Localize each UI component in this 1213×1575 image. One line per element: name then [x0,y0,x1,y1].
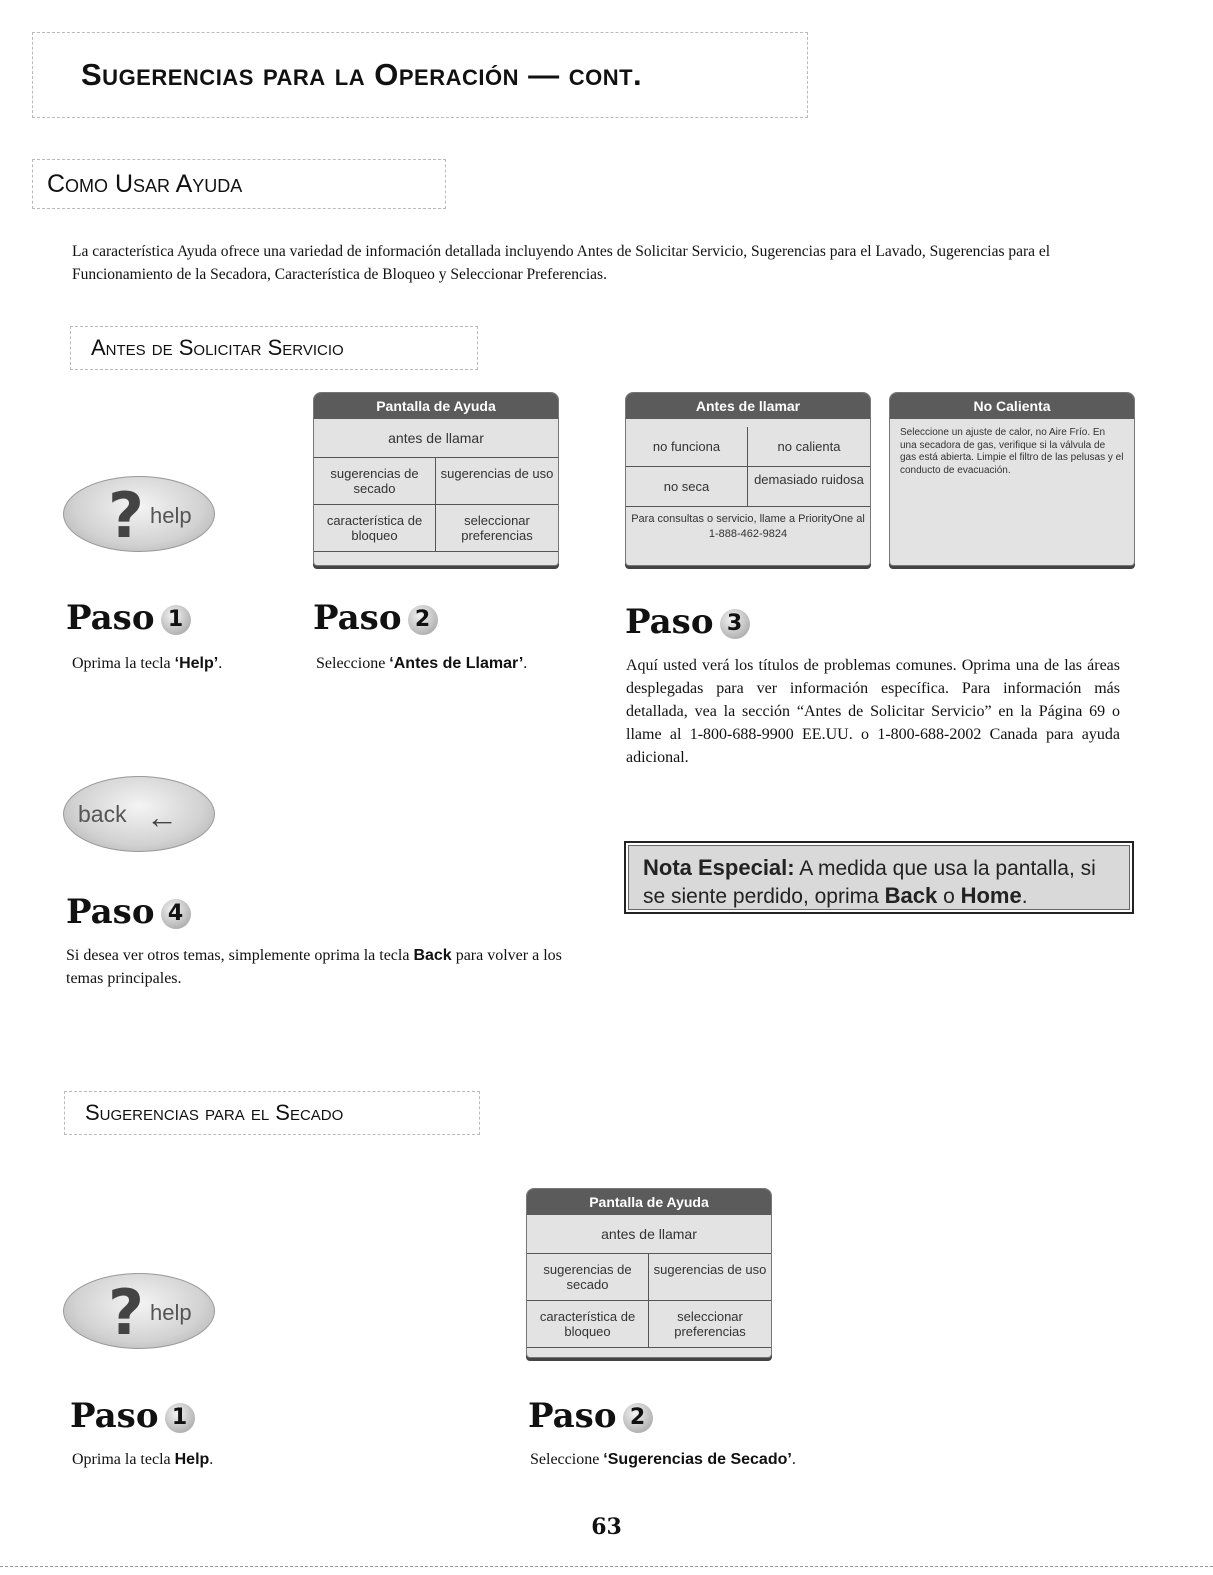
screen-option-sugerencias-secado[interactable]: sugerencias de secado [527,1254,649,1301]
step-number-icon: 1 [161,605,191,635]
drying-step-2-heading: Paso 2 [528,1396,653,1436]
help-key[interactable] [63,1273,215,1349]
step-number-icon: 2 [623,1403,653,1433]
step-number-icon: 1 [165,1403,195,1433]
screen-option-sugerencias-secado[interactable]: sugerencias de secado [314,458,436,505]
special-note-text: Nota Especial: A medida que usa la pantalla, si se siente perdido, oprima Back o Home. [628,845,1130,910]
help-screen [526,1188,772,1358]
screen-option-bloqueo[interactable]: característica de bloqueo [527,1301,649,1348]
step-number-icon: 4 [161,899,191,929]
help-key-label: help [150,1300,192,1325]
screen-option-demasiado-ruidosa[interactable]: demasiado ruidosa [748,467,870,507]
screen-option-no-funciona[interactable]: no funciona [626,427,748,467]
question-mark-icon: ? [108,1276,144,1349]
step-4-text: Si desea ver otros temas, simplemente oprima la tecla Back para volver a los temas principales. [66,947,562,987]
step-2-text: Seleccione ‘Antes de Llamar’. [316,655,528,672]
screen-option-bloqueo[interactable]: característica de bloqueo [314,505,436,552]
screen-option-antes-de-llamar[interactable]: antes de llamar [527,1215,771,1254]
drying-step-1-heading: Paso 1 [70,1396,195,1436]
screen-option-no-calienta[interactable]: no calienta [748,427,870,467]
step-number-icon: 3 [720,609,750,639]
arrow-left-icon: ← [146,799,178,835]
page-title-box [32,32,808,118]
step-3-text: Aquí usted verá los títulos de problemas comunes. Oprima una de las áreas desplegadas para ver información específica. Para información más detallada, vea la sección “Antes de Solicitar Servicio” en la Página 69 o llame al 1-800-688-9900 EE.UU. o 1-800-688-2002 Canada para ayuda adicional. [626,657,1120,766]
section-title-box [32,159,446,209]
screen-option-preferencias[interactable]: seleccionar preferencias [436,505,558,552]
help-key-label: help [150,503,192,528]
screen-option-preferencias[interactable]: seleccionar preferencias [649,1301,771,1348]
subsection-title: Sugerencias para el Secado [85,1100,344,1125]
step-3-heading: Paso 3 [625,602,750,642]
screen-option-antes-de-llamar[interactable]: antes de llamar [314,419,558,458]
step-2-heading: Paso 2 [313,598,438,638]
screen-option-sugerencias-uso[interactable]: sugerencias de uso [436,458,558,505]
page-number: 63 [591,1514,622,1540]
screen-header: Antes de llamar [626,393,870,419]
subsection-title-box [70,326,478,370]
bottom-divider [0,1566,1213,1567]
screen-option-sugerencias-uso[interactable]: sugerencias de uso [649,1254,771,1301]
subsection-title: Antes de Solicitar Servicio [91,335,344,360]
help-screen [313,392,559,566]
back-key-label: back [78,801,127,827]
screen-header: No Calienta [890,393,1134,419]
no-heat-screen [889,392,1135,566]
step-4-heading: Paso 4 [66,892,191,932]
screen-message: Seleccione un ajuste de calor, no Aire Frío. En una secadora de gas, verifique si la válvula de gas está abierta. Limpie el filtro de las pelusas y el conducto de evacuación. [900,427,1124,476]
step-1-heading: Paso 1 [66,598,191,638]
special-note-box [624,841,1134,914]
screen-header: Pantalla de Ayuda [527,1189,771,1215]
step-number-icon: 2 [408,605,438,635]
screen-option-no-seca[interactable]: no seca [626,467,748,507]
section-title: Como Usar Ayuda [47,170,243,198]
question-mark-icon: ? [108,479,144,552]
page-title: Sugerencias para la Operación — cont. [81,57,643,92]
step-1-text: Oprima la tecla ‘Help’. [72,655,223,672]
screen-footer: Para consultas o servicio, llame a PriorityOne al 1-888-462-9824 [631,513,865,540]
screen-header: Pantalla de Ayuda [314,393,558,419]
intro-paragraph: La característica Ayuda ofrece una variedad de información detallada incluyendo Antes de Solicitar Servicio, Sugerencias para el Lavado, Sugerencias para el Funcionamiento de la Secadora, Característica de Bloqueo y Seleccionar Preferencias. [72,243,1051,283]
back-key[interactable] [63,776,215,852]
help-key[interactable] [63,476,215,552]
call-screen [625,392,871,566]
drying-step-2-text: Seleccione ‘Sugerencias de Secado’. [530,1451,796,1468]
subsection-title-box [64,1091,480,1135]
drying-step-1-text: Oprima la tecla Help. [72,1451,214,1468]
